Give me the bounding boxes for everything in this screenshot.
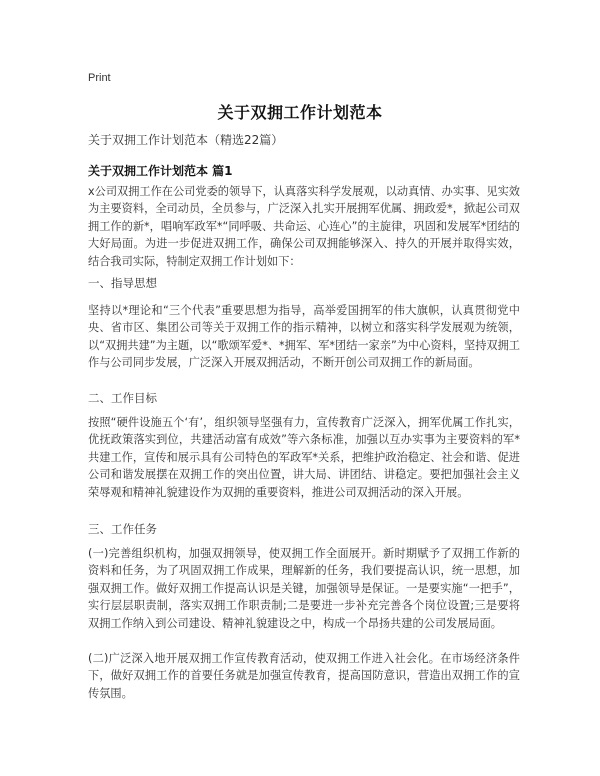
intro-paragraph: x公司双拥工作在公司党委的领导下，认真落实科学发展观，以动真情、办实事、见实效为主要资料，全司动员，全员参与，广泛深入扎实开展拥军优属、拥政爱*，掀起公司双拥工作的新*，唱响军政军*“同呼吸、共命运、心连心”的主旋律，巩固和发展军*团结的大好局面。为进一步促进双拥工作，确保公司双拥能够深入、持久的开展并取得实效，结合我司实际，特制定双拥工作计划如下：: [88, 185, 520, 268]
section-heading-work-tasks: 三、工作任务: [88, 522, 157, 536]
section-paragraph-work-goals: 按照“硬件设施五个‘有’，组织领导坚强有力，宣传教育广泛深入，拥军优属工作扎实，优抚政策落实到位，共建活动富有成效”等六条标准，加强以互办实事为主要资料的军*共建工作，宣传和展示具有公司特色的军政军*关系，把维护政治稳定、社会和谐、促进公司和谐发展摆在双拥工作的突出位置，讲大局、讲团结、讲稳定。要把加强社会主义荣辱观和精神礼貌建设作为双拥的重要资料，推进公司双拥活动的深入开展。: [88, 416, 520, 499]
task-paragraph-2: (二)广泛深入地开展双拥工作宣传教育活动，使双拥工作进入社会化。在市场经济条件下，做好双拥工作的首要任务就是加强宣传教育，提高国防意识，营造出双拥工作的宣传氛围。: [88, 652, 520, 700]
print-label: Print: [88, 72, 111, 84]
document-subtitle: 关于双拥工作计划范本（精选22篇）: [88, 133, 284, 147]
section-heading-work-goals: 二、工作目标: [88, 391, 157, 405]
section-paragraph-guiding-ideology: 坚持以*理论和“三个代表”重要思想为指导，高举爱国拥军的伟大旗帜，认真贯彻党中央、省市区、集团公司等关于双拥工作的指示精神，以树立和落实科学发展观为统领，以“双拥共建”为主题，以“歌颂军爱*、*拥军、军*团结一家亲”为中心资料，坚持双拥工作与公司同步发展，广泛深入开展双拥活动，不断开创公司双拥工作的新局面。: [88, 304, 520, 370]
page-title: 关于双拥工作计划范本: [217, 103, 383, 122]
section-heading-guiding-ideology: 一、指导思想: [88, 276, 157, 290]
task-paragraph-1: (一)完善组织机构，加强双拥领导，使双拥工作全面展开。新时期赋予了双拥工作新的资料和任务，为了巩固双拥工作成果，理解新的任务，我们要提高认识，统一思想，加强双拥工作。做好双拥工作提高认识是关键，加强领导是保证。一是要实施“一把手”，实行层层职责制，落实双拥工作职责制;二是要进一步补充完善各个岗位设置;三是要将双拥工作纳入到公司建设、精神礼貌建设之中，构成一个昂扬共建的公司发展局面。: [88, 547, 520, 630]
article-heading: 关于双拥工作计划范本 篇1: [88, 164, 233, 178]
